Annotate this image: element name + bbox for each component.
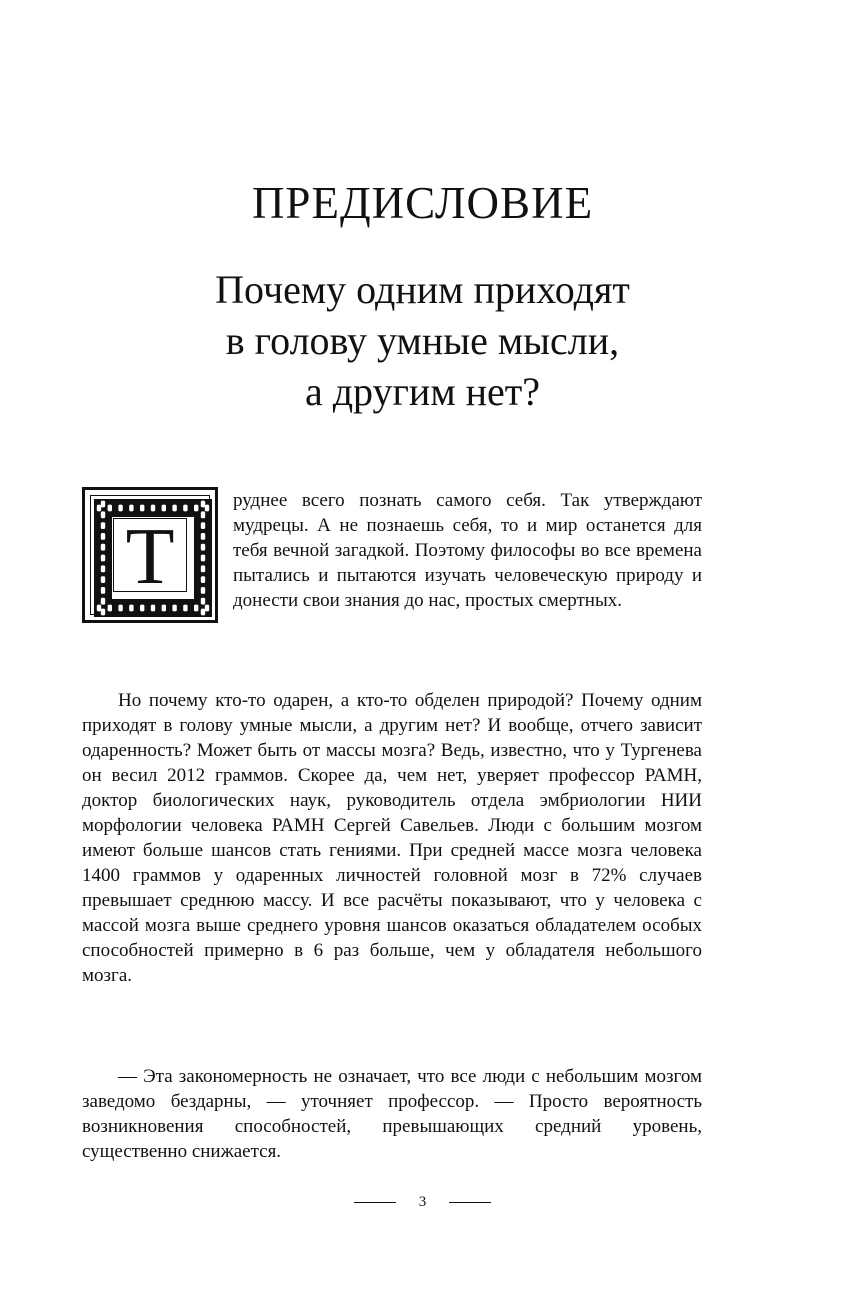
chapter-heading: ПРЕДИСЛОВИЕ: [251, 178, 594, 228]
page-number: 3: [418, 1194, 427, 1210]
intro-paragraph: руднее всего познать самого себя. Так утверждают мудрецы. А не познаешь себя, то и мир останется для тебя вечной загадкой. Поэтому философы во все времена пытались и пытаются изучать человеческую природу и донести свои знания до нас, простых смертных.: [233, 490, 702, 611]
drop-cap-letter-box: [113, 513, 187, 601]
chapter-subtitle: [0, 264, 845, 417]
body-paragraph: — Эта закономерность не означает, что все люди с небольшим мозгом заведомо бездарны, — уточняет профессор. — Просто вероятность возникновения способностей, превышающих средний уровень, существенно снижается.: [82, 1066, 702, 1162]
subtitle-line: Почему одним приходят: [215, 267, 630, 312]
body-paragraph: Но почему кто-то одарен, а кто-то обделен природой? Почему одним приходят в голову умные мысли, а другим нет? И вообще, отчего зависит одаренность? Может быть от массы мозга? Ведь, известно, что у Тургенева он весил 2012 граммов. Скорее да, чем нет, уверяет профессор РАМН, доктор биологических наук, руководитель отдела эмбриологии НИИ морфологии человека РАМН Сергей Савельев. Люди с большим мозгом имеют больше шансов стать гениями. При средней массе мозга человека 1400 граммов у одаренных личностей головной мозг в 72% случаев превышает среднюю массу. И все расчёты показывают, что у человека с массой мозга выше среднего уровня шансов оказаться обладателем особых способностей примерно в 6 раз больше, чем у обладателя небольшого мозга.: [82, 690, 702, 986]
footer-rule-right: [449, 1202, 491, 1203]
footer-rule-left: [354, 1202, 396, 1203]
drop-cap-letter: Т: [125, 513, 175, 601]
page-footer: [0, 1194, 845, 1211]
drop-cap-ornament: [82, 487, 218, 623]
subtitle-line: а другим нет?: [304, 369, 541, 414]
subtitle-line: в голову умные мысли,: [225, 318, 620, 363]
